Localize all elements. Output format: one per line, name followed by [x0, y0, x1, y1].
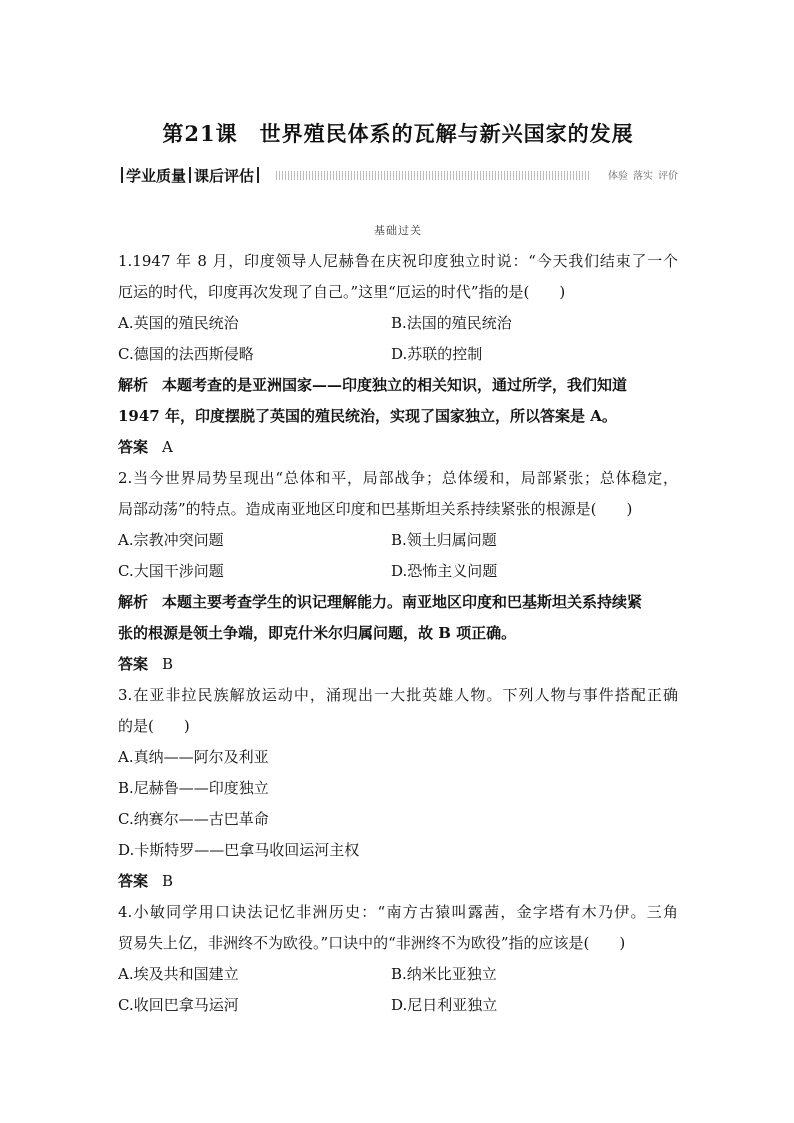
- banner-hatch-decoration: [276, 171, 590, 180]
- option-b: B.领土归属问题: [391, 531, 497, 549]
- banner-tag: 体验: [608, 171, 628, 182]
- analysis-text: 本题主要考查学生的识记理解能力。南亚地区印度和巴基斯坦关系持续紧: [162, 593, 643, 611]
- question-1-options: [118, 308, 678, 339]
- question-1-analysis-line: 1947 年，印度摆脱了英国的殖民统治，实现了国家独立，所以答案是 A。: [118, 407, 617, 425]
- lesson-title: 第21课 世界殖民体系的瓦解与新兴国家的发展: [162, 121, 634, 146]
- option-c: C.纳赛尔——古巴革命: [118, 810, 269, 828]
- banner-divider: [257, 167, 259, 183]
- banner-tags: [608, 167, 678, 182]
- question-2-options: [118, 556, 678, 587]
- question-3-stem-line: 3.在亚非拉民族解放运动中，涌现出一大批英雄人物。下列人物与事件搭配正确: [118, 686, 678, 704]
- question-1-analysis: [118, 370, 678, 401]
- option-b: B.尼赫鲁——印度独立: [118, 779, 269, 797]
- section-title: 基础过关: [374, 224, 422, 237]
- question-4-options: [118, 959, 678, 990]
- answer-value: B: [162, 872, 174, 890]
- question-1-stem-line: 厄运的时代，印度再次发现了自己。”这里“厄运的时代”指的是( ): [118, 283, 566, 301]
- option-d: D.尼日利亚独立: [391, 996, 498, 1014]
- question-2-analysis: [118, 587, 678, 618]
- answer-label: 答案: [118, 872, 149, 890]
- section-banner: [118, 165, 678, 185]
- option-c: C.德国的法西斯侵略: [118, 345, 254, 363]
- banner-label: [118, 165, 262, 185]
- option-a: A.宗教冲突问题: [118, 531, 224, 549]
- question-4-stem-line: 4.小敏同学用口诀法记忆非洲历史：“南方古猿叫露茜，金字塔有木乃伊。三角: [118, 903, 678, 921]
- banner-label-quality: 学业质量: [126, 166, 187, 185]
- banner-label-evaluation: 课后评估: [194, 166, 255, 185]
- answer-value: A: [162, 438, 173, 456]
- question-2-answer: [118, 649, 678, 680]
- option-a: A.英国的殖民统治: [118, 314, 239, 332]
- question-4-stem-line: 贸易失上亿，非洲终不为欧役。”口诀中的“非洲终不为欧役”指的应该是( ): [118, 934, 626, 952]
- banner-divider: [121, 167, 123, 183]
- option-c: C.大国干涉问题: [118, 562, 224, 580]
- question-2-analysis-line: 张的根源是领土争端，即克什米尔归属问题，故 B 项正确。: [118, 624, 517, 642]
- question-1-answer: [118, 432, 678, 463]
- question-4-options: [118, 990, 678, 1021]
- banner-tag: 落实: [633, 171, 653, 182]
- option-c: C.收回巴拿马运河: [118, 996, 239, 1014]
- banner-tag: 评价: [658, 171, 678, 182]
- analysis-text: 本题考查的是亚洲国家——印度独立的相关知识，通过所学，我们知道: [162, 376, 628, 394]
- option-a: A.真纳——阿尔及利亚: [118, 748, 269, 766]
- option-b: B.法国的殖民统治: [391, 314, 512, 332]
- question-3-stem-line: 的是( ): [118, 717, 190, 735]
- answer-value: B: [162, 655, 174, 673]
- question-3-answer: [118, 866, 678, 897]
- question-2-stem-line: 2.当今世界局势呈现出“总体和平，局部战争；总体缓和，局部紧张；总体稳定，: [118, 469, 678, 487]
- question-2-options: [118, 525, 678, 556]
- analysis-label: 解析: [118, 593, 149, 611]
- option-b: B.纳米比亚独立: [391, 965, 497, 983]
- banner-divider: [189, 167, 191, 183]
- question-2-stem-line: 局部动荡”的特点。造成南亚地区印度和巴基斯坦关系持续紧张的根源是( ): [118, 500, 633, 518]
- answer-label: 答案: [118, 438, 149, 456]
- option-d: D.卡斯特罗——巴拿马收回运河主权: [118, 841, 360, 859]
- option-d: D.苏联的控制: [391, 345, 483, 363]
- answer-label: 答案: [118, 655, 149, 673]
- option-a: A.埃及共和国建立: [118, 965, 239, 983]
- analysis-label: 解析: [118, 376, 149, 394]
- question-1-options: [118, 339, 678, 370]
- question-1-stem-line: 1.1947 年 8 月，印度领导人尼赫鲁在庆祝印度独立时说：“今天我们结束了一个: [118, 252, 678, 270]
- option-d: D.恐怖主义问题: [391, 562, 498, 580]
- question-list: [118, 246, 678, 1021]
